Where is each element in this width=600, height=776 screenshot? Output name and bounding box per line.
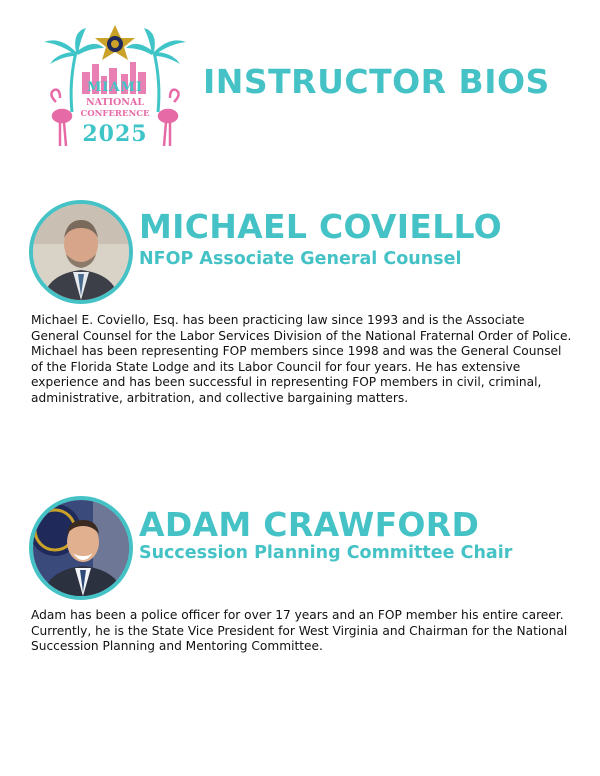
bio-role: NFOP Associate General Counsel [139,249,462,269]
conference-logo [42,22,188,150]
portrait-photo [33,204,129,300]
portrait-photo [33,500,129,596]
logo-year: 2025 [82,121,148,147]
logo-city: MIAMI [86,80,144,95]
flamingo-right-icon [159,90,179,146]
bio-name: ADAM CRAWFORD [139,505,480,544]
avatar [29,200,133,304]
logo-event-line2: CONFERENCE [80,109,150,119]
bio-text: Michael E. Coviello, Esq. has been practicing law since 1993 and is the Associate General Counsel for the Labor Services Division of the National Fraternal Order of Police. Michael has been representing FOP members since 1998 and was the General Counsel of the Florida State Lodge and its Labor Council for four years. He has extensive experience and has been successful in representing FOP members in civil, criminal, administrative, arbitration, and collective bargaining matters. [31,313,572,405]
avatar [29,496,133,600]
bio-role: Succession Planning Committee Chair [139,543,513,563]
page-title: INSTRUCTOR BIOS [203,62,550,101]
fop-star-emblem-icon [95,25,135,60]
bio-name: MICHAEL COVIELLO [139,207,503,246]
flamingo-left-icon [51,90,71,146]
bio-text: Adam has been a police officer for over 17 years and an FOP member his entire career. Currently, he is the State Vice President for West Virginia and Chairman for the National Succession Planning and Mentoring Committee. [31,608,568,654]
logo-event-line1: NATIONAL [85,97,145,108]
